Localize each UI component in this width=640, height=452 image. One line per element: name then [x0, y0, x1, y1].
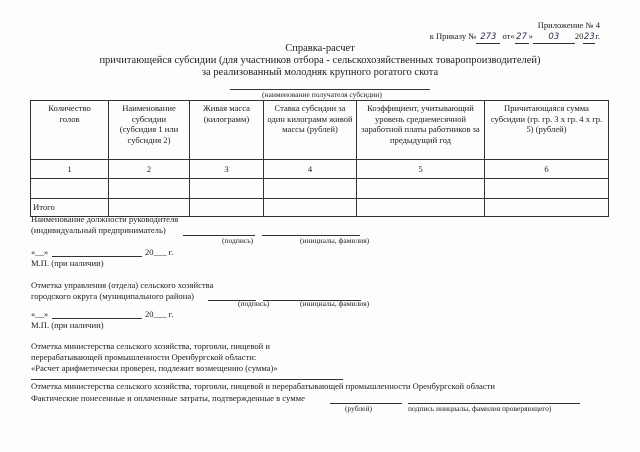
col-number: 3	[190, 160, 264, 179]
appendix-title: Приложение № 4	[537, 20, 600, 30]
dept-sign-caption: (подпись)	[238, 299, 270, 308]
total-label: Итого	[31, 199, 109, 217]
ministry-check-statement: «Расчет арифметически проверен, подлежит возмещению (сумма)»	[31, 363, 278, 373]
col-head-rate: Ставка субсидии за один килограмм живой массы (рублей)	[264, 101, 357, 160]
col-number: 1	[31, 160, 109, 179]
dept-mark-label: Отметка управления (отдела) сельского хозяйства	[31, 280, 214, 290]
document-title: Справка-расчет	[285, 43, 355, 54]
head-date-open: «__»	[31, 247, 49, 257]
order-day: 27	[516, 32, 527, 42]
order-year-suffix: г.	[595, 31, 600, 41]
col-number: 2	[109, 160, 190, 179]
recipient-caption: (наименование получателя субсидии)	[262, 90, 382, 99]
order-month: 03	[533, 32, 575, 44]
appendix-header	[430, 20, 600, 44]
head-position-label: Наименование должности руководителя	[31, 214, 179, 224]
col-number: 5	[357, 160, 485, 179]
col-number: 4	[264, 160, 357, 179]
dept-date-open: «__»	[31, 309, 49, 319]
order-year-prefix: 20	[574, 31, 584, 41]
dept-stamp-label: М.П. (при наличии)	[31, 320, 104, 330]
head-date-year: 20___ г.	[145, 247, 174, 257]
col-number: 6	[485, 160, 609, 179]
subsidy-table	[30, 100, 609, 217]
col-head-amount: Причитающаяся сумма субсидии (гр. гр. 3 х гр. 4 х гр. 5) (рублей)	[485, 101, 609, 160]
col-head-live-weight: Живая масса (килограмм)	[190, 101, 264, 160]
col-head-count: Количество голов	[31, 101, 109, 160]
dept-name-caption: (инициалы, фамилия)	[300, 299, 370, 308]
order-year: 23	[583, 32, 595, 42]
actual-costs-label: Фактические понесенные и оплаченные затраты, подтвержденные в сумме	[31, 393, 305, 403]
order-prefix: к Приказу №	[429, 31, 477, 41]
order-number: 273	[476, 32, 500, 44]
head-name-caption: (инициалы, фамилия)	[300, 236, 370, 245]
head-date-line	[52, 256, 142, 257]
costs-rub-caption: (рублей)	[345, 404, 373, 413]
col-head-subsidy-name: Наименование субсидии (субсидия 1 или субсидия 2)	[109, 101, 190, 160]
head-entrepreneur-label: (индивидуальный предприниматель)	[31, 225, 166, 235]
order-reference: к Приказу № 273 от« 27 » 03 2023г.	[429, 31, 600, 42]
dept-date-year: 20___ г.	[145, 309, 174, 319]
dept-district-label: городского округа (муниципального района)	[31, 291, 194, 301]
ministry-check-label: Отметка министерства сельского хозяйства, торговли, пищевой и	[31, 341, 270, 351]
head-stamp-label: М.П. (при наличии)	[31, 258, 104, 268]
head-sign-caption: (подпись)	[222, 236, 254, 245]
dept-date-line	[52, 318, 142, 319]
document-subtitle-2: за реализованный молодняк крупного рогатого скота	[201, 67, 439, 78]
inspector-caption: подпись инициалы, фамилия проверяющего)	[408, 404, 552, 413]
order-date-from: от	[502, 31, 511, 41]
col-head-coefficient: Коэффициент, учитывающий уровень среднемесячной заработной платы работников за предыдущий год	[357, 101, 485, 160]
document-subtitle: причитающейся субсидии (для участников отбора - сельскохозяйственных товаропроизводителей)	[99, 55, 541, 66]
table-row	[31, 179, 609, 199]
ministry-mark-label: Отметка министерства сельского хозяйства, торговли, пищевой и перерабатывающей промышленности Оренбургской области	[31, 381, 496, 391]
ministry-amount-line	[31, 379, 343, 380]
ministry-check-label-2: перерабатывающей промышленности Оренбургской области:	[31, 352, 257, 362]
